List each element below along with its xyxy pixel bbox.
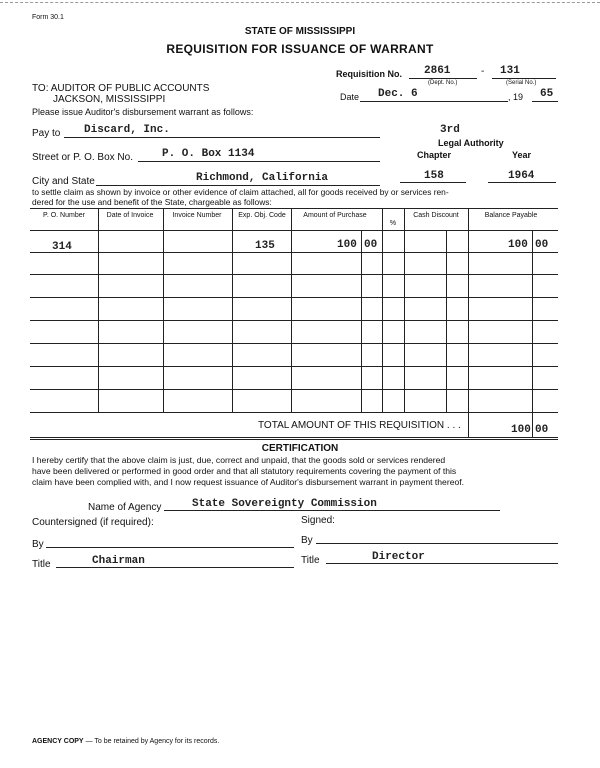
title-left-value: Chairman [92, 555, 145, 567]
instruction: Please issue Auditor's disbursement warrant as follows: [32, 107, 254, 117]
state-heading: STATE OF MISSISSIPPI [244, 26, 356, 37]
dept-caption: (Dept. No.) [428, 80, 458, 86]
header-cash-discount: Cash Discount [413, 212, 459, 219]
header-balance-payable: Balance Payable [484, 212, 538, 219]
certification-line-3: claim have been complied with, and I now request issuance of Auditor's disbursement warrant in payment thereof. [32, 477, 465, 487]
city-label: City and State [32, 176, 95, 187]
by-label-left: By [32, 539, 44, 550]
date-line [360, 101, 508, 102]
form-number: Form 30.1 [32, 14, 64, 21]
year-column-label: Year [512, 150, 532, 160]
city-line [96, 185, 380, 186]
street-label: Street or P. O. Box No. [32, 152, 133, 163]
serial-number: 131 [500, 65, 520, 77]
title-right-value: Director [372, 551, 425, 563]
signed-label: Signed: [301, 515, 335, 526]
authority-year-line [488, 182, 556, 183]
agency-line [164, 510, 500, 511]
certification-line-2: have been delivered or performed in good order and that all statutory requirements covering the payment of this [32, 466, 457, 476]
row1-amount-cents: 00 [364, 239, 378, 251]
to-line-2: JACKSON, MISSISSIPPI [53, 94, 166, 105]
row1-balance: 100 [508, 239, 528, 251]
total-cents: 00 [535, 424, 549, 436]
serial-caption: (Serial No.) [506, 80, 537, 86]
header-invoice-number: Invoice Number [172, 212, 222, 219]
chapter-value: 158 [424, 170, 444, 182]
form-title: REQUISITION FOR ISSUANCE OF WARRANT [166, 42, 434, 56]
header-exp-obj-code: Exp. Obj. Code [238, 212, 286, 219]
certification-heading: CERTIFICATION [261, 443, 339, 454]
dept-number: 2861 [424, 65, 451, 77]
city-value: Richmond, California [196, 172, 329, 184]
header-percent: % [389, 220, 397, 227]
certification-line-1: I hereby certify that the above claim is just, due, correct and unpaid, that the goods sold or services rendered [32, 455, 446, 465]
legal-authority-label: Legal Authority [438, 138, 504, 148]
total-label: TOTAL AMOUNT OF THIS REQUISITION . . . [258, 420, 461, 431]
footer-note [32, 738, 219, 745]
row1-balance-cents: 00 [535, 239, 549, 251]
title-line-right [326, 563, 558, 564]
settle-line-2: dered for the use and benefit of the State, chargeable as follows: [32, 197, 272, 207]
date-label: Date [340, 92, 360, 102]
to-line-1: TO: AUDITOR OF PUBLIC ACCOUNTS [32, 83, 210, 94]
perforation-line [0, 2, 600, 3]
requisition-label: Requisition No. [336, 69, 402, 79]
street-value: P. O. Box 1134 [162, 148, 255, 160]
street-line [138, 161, 380, 162]
title-line-left [56, 567, 294, 568]
chapter-line [400, 182, 466, 183]
pay-to-value: Discard, Inc. [84, 124, 170, 136]
authority-year-value: 1964 [508, 170, 535, 182]
legal-authority-value: 3rd [440, 124, 460, 136]
header-amount-of-purchase: Amount of Purchase [303, 212, 367, 219]
pay-to-label: Pay to [32, 128, 61, 139]
by-label-right: By [301, 535, 313, 546]
by-line-right [316, 543, 558, 544]
row1-exp-obj-code: 135 [255, 240, 275, 252]
dept-number-line [409, 78, 477, 79]
agency-copy-note: — To be retained by Agency for its records. [85, 738, 220, 745]
title-label-right: Title [301, 555, 320, 566]
year-value: 65 [540, 88, 554, 100]
title-label-left: Title [32, 559, 51, 570]
header-date-of-invoice: Date of Invoice [106, 212, 154, 219]
agency-copy-label: AGENCY COPY [32, 738, 84, 745]
chapter-label: Chapter [417, 150, 452, 160]
serial-number-line [492, 78, 556, 79]
agency-value: State Sovereignty Commission [192, 498, 377, 510]
year-prefix: , 19 [508, 92, 524, 102]
pay-to-line [64, 137, 380, 138]
by-line-left [46, 547, 294, 548]
date-value: Dec. 6 [378, 88, 418, 100]
row1-amount: 100 [337, 239, 357, 251]
total-value: 100 [511, 424, 531, 436]
countersigned-label: Countersigned (if required): [32, 517, 154, 528]
year-line [532, 101, 558, 102]
header-po-number: P. O. Number [43, 212, 85, 219]
row1-po-number: 314 [52, 241, 72, 253]
requisition-dash: - [481, 66, 485, 77]
agency-label: Name of Agency [88, 502, 162, 513]
settle-line-1: to settle claim as shown by invoice or other evidence of claim attached, all for goods received by or services ren- [32, 187, 449, 197]
